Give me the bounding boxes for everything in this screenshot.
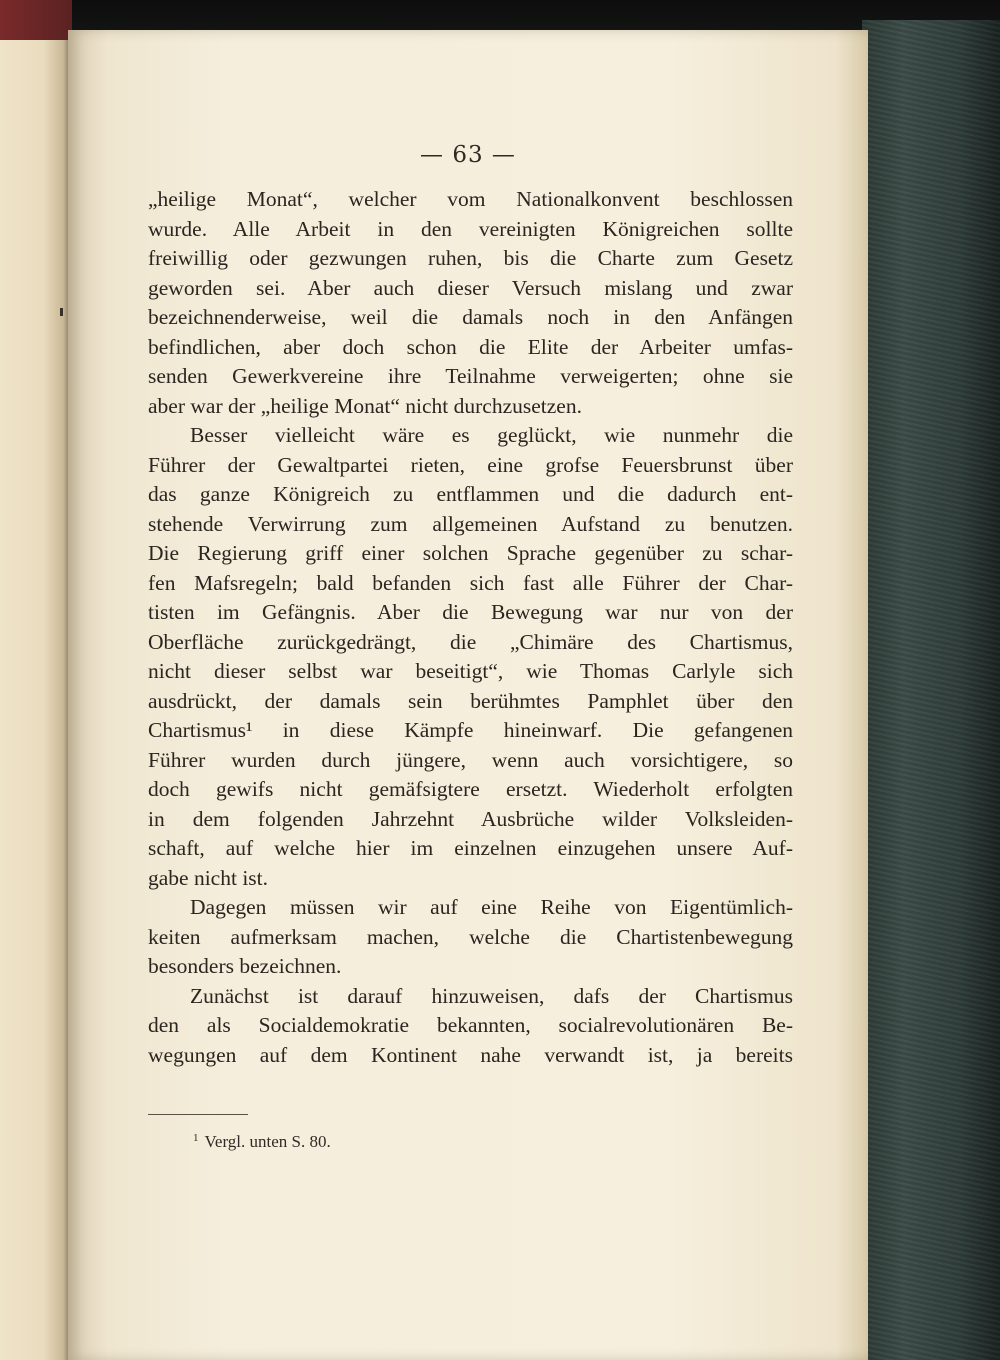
- book-page: [68, 30, 868, 1360]
- footnote-marker: 1: [193, 1132, 199, 1144]
- margin-mark: [60, 308, 63, 316]
- text-line: bezeichnenderweise, weil die damals noch in den Anfängen: [148, 305, 793, 329]
- text-line: Führer der Gewaltpartei rieten, eine grofse Feuersbrunst über: [148, 452, 793, 477]
- text-line: Besser vielleicht wäre es geglückt, wie nunmehr die: [190, 423, 793, 447]
- text-line: doch gewifs nicht gemäfsigtere ersetzt. Wiederholt erfolgten: [148, 777, 793, 801]
- text-line: das ganze Königreich zu entflammen und die dadurch ent-: [148, 482, 793, 506]
- text-line: senden Gewerkvereine ihre Teilnahme verweigerten; ohne sie: [148, 364, 793, 388]
- previous-page-top: [0, 0, 72, 40]
- text-line: befindlichen, aber doch schon die Elite der Arbeiter umfas-: [148, 334, 793, 359]
- text-line: geworden sei. Aber auch dieser Versuch mislang und zwar: [148, 275, 793, 300]
- text-line: Dagegen müssen wir auf eine Reihe von Eigentümlich-: [190, 895, 793, 919]
- text-line: schaft, auf welche hier im einzelnen einzugehen unsere Auf-: [148, 836, 793, 860]
- text-line: ausdrückt, der damals sein berühmtes Pamphlet über den: [148, 688, 793, 713]
- text-line: freiwillig oder gezwungen ruhen, bis die Charte zum Gesetz: [148, 246, 793, 270]
- text-line: stehende Verwirrung zum allgemeinen Aufstand zu benutzen.: [148, 511, 793, 536]
- text-line: Chartismus¹ in diese Kämpfe hineinwarf. Die gefangenen: [148, 718, 793, 742]
- text-line: keiten aufmerksam machen, welche die Chartistenbewegung: [148, 924, 793, 949]
- previous-page-edge: [0, 0, 72, 1360]
- text-line: wegungen auf dem Kontinent nahe verwandt ist, ja bereits: [148, 1042, 793, 1067]
- text-line: gabe nicht ist.: [148, 865, 269, 890]
- text-line: wurde. Alle Arbeit in den vereinigten Königreichen sollte: [148, 216, 793, 241]
- text-line: fen Mafsregeln; bald befanden sich fast alle Führer der Char-: [148, 570, 793, 595]
- page-number: — 63 —: [420, 142, 516, 168]
- text-line: tisten im Gefängnis. Aber die Bewegung war nur von der: [148, 600, 793, 624]
- text-line: Führer wurden durch jüngere, wenn auch vorsichtigere, so: [148, 747, 793, 772]
- book-cover-edge: [862, 20, 1000, 1360]
- footnote-text: Vergl. unten S. 80.: [204, 1132, 331, 1151]
- text-line: Die Regierung griff einer solchen Sprache gegenüber zu schar-: [148, 541, 793, 565]
- text-line: „heilige Monat“, welcher vom Nationalkonvent beschlossen: [148, 187, 793, 211]
- text-line: nicht dieser selbst war beseitigt“, wie Thomas Carlyle sich: [148, 659, 793, 683]
- text-line: Zunächst ist darauf hinzuweisen, dafs der Chartismus: [190, 983, 793, 1008]
- text-line: besonders bezeichnen.: [148, 954, 342, 978]
- footnote-rule: [148, 1114, 248, 1115]
- page-body: [148, 185, 793, 1070]
- footnote: [193, 1132, 331, 1152]
- text-line: aber war der „heilige Monat“ nicht durchzusetzen.: [148, 393, 582, 418]
- text-line: Oberfläche zurückgedrängt, die „Chimäre des Chartismus,: [148, 629, 793, 654]
- text-line: in dem folgenden Jahrzehnt Ausbrüche wilder Volksleiden-: [148, 806, 793, 831]
- text-line: den als Socialdemokratie bekannten, socialrevolutionären Be-: [148, 1013, 793, 1037]
